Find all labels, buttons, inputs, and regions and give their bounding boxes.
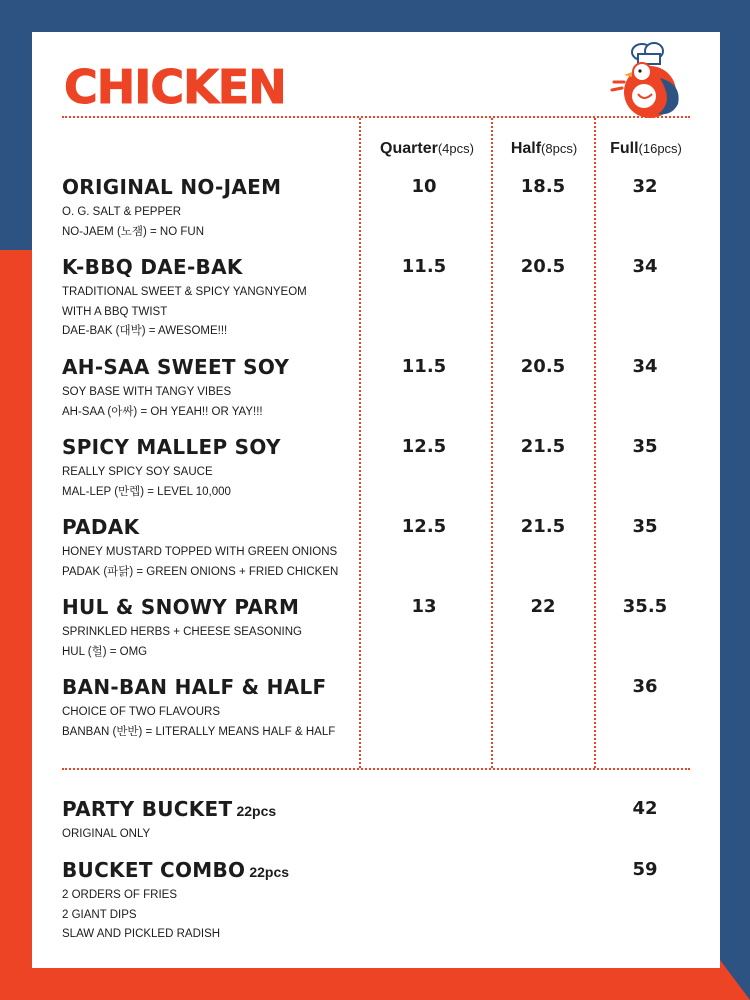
price-full: 35 xyxy=(632,436,658,457)
description-line: SOY BASE WITH TANGY VIBES xyxy=(62,386,232,398)
description-line: SPRINKLED HERBS + CHEESE SEASONING xyxy=(62,626,302,638)
price-quarter: 13 xyxy=(411,596,437,617)
column-divider xyxy=(594,118,596,768)
menu-item xyxy=(62,515,338,582)
price-full: 35 xyxy=(632,516,658,537)
price-half: 22 xyxy=(530,596,556,617)
item-description xyxy=(62,623,302,662)
description-line: ORIGINAL ONLY xyxy=(62,828,151,840)
description-line: DAE-BAK (대박) = AWESOME!!! xyxy=(62,325,228,337)
item-name: BAN-BAN HALF & HALF xyxy=(62,675,327,699)
column-divider xyxy=(359,118,361,768)
chef-chicken-icon xyxy=(602,38,692,120)
description-line: TRADITIONAL SWEET & SPICY YANGNYEOM xyxy=(62,286,307,298)
price-full: 32 xyxy=(632,176,658,197)
item-description xyxy=(62,283,307,342)
menu-item xyxy=(62,255,307,342)
price-half: 18.5 xyxy=(520,176,566,197)
description-line: 2 GIANT DIPS xyxy=(62,908,137,921)
column-header-half xyxy=(498,140,590,158)
menu-item xyxy=(62,675,335,742)
price-half: 20.5 xyxy=(520,356,566,377)
menu-item xyxy=(62,175,281,242)
column-header-sub: (4pcs) xyxy=(437,141,474,156)
item-name: HUL & SNOWY PARM xyxy=(62,595,300,619)
bucket-pcs: 22pcs xyxy=(249,864,290,880)
price-quarter: 11.5 xyxy=(401,356,447,377)
description-line: 2 ORDERS OF FRIES xyxy=(62,889,178,901)
item-name: K-BBQ DAE-BAK xyxy=(62,255,243,279)
item-name: AH-SAA SWEET SOY xyxy=(62,355,290,379)
price-full: 42 xyxy=(632,798,658,819)
item-description xyxy=(62,203,281,242)
column-header-full xyxy=(598,140,694,158)
price-full: 59 xyxy=(632,859,658,880)
price-full: 35.5 xyxy=(622,596,668,617)
menu-item xyxy=(62,595,302,662)
menu-title: CHICKEN xyxy=(64,60,286,114)
column-header-label: Half xyxy=(510,140,542,157)
column-header-sub: (8pcs) xyxy=(541,141,578,156)
item-name: PADAK xyxy=(62,515,140,539)
item-name xyxy=(62,797,276,821)
column-header-quarter xyxy=(368,140,486,158)
description-line: HUL (헐) = OMG xyxy=(62,645,148,658)
menu-card xyxy=(32,32,720,968)
column-divider xyxy=(491,118,493,768)
bucket-pcs: 22pcs xyxy=(236,803,277,819)
column-header-label: Full xyxy=(610,140,639,157)
item-description xyxy=(62,703,335,742)
item-description xyxy=(62,463,281,502)
price-full: 34 xyxy=(632,256,658,277)
description-line: SLAW AND PICKLED RADISH xyxy=(62,928,221,940)
bucket-divider xyxy=(62,768,690,770)
item-name: SPICY MALLEP SOY xyxy=(62,435,281,459)
item-description xyxy=(62,383,289,422)
price-half: 21.5 xyxy=(520,436,566,457)
description-line: MAL-LEP (만렙) = LEVEL 10,000 xyxy=(62,485,231,498)
item-description xyxy=(62,825,276,845)
price-full: 34 xyxy=(632,356,658,377)
description-line: O. G. SALT & PEPPER xyxy=(62,206,182,218)
price-quarter: 12.5 xyxy=(401,436,447,457)
menu-item xyxy=(62,355,289,422)
price-quarter: 12.5 xyxy=(401,516,447,537)
price-quarter: 11.5 xyxy=(401,256,447,277)
description-line: WITH A BBQ TWIST xyxy=(62,305,168,318)
item-name xyxy=(62,858,289,882)
price-full: 36 xyxy=(632,676,658,697)
column-header-sub: (16pcs) xyxy=(638,141,682,156)
price-half: 20.5 xyxy=(520,256,566,277)
description-line: BANBAN (반반) = LITERALLY MEANS HALF & HALF xyxy=(62,725,336,738)
description-line: CHOICE OF TWO FLAVOURS xyxy=(62,706,221,718)
bucket-item xyxy=(62,797,276,845)
price-quarter: 10 xyxy=(411,176,437,197)
description-line: REALLY SPICY SOY SAUCE xyxy=(62,466,213,478)
item-description xyxy=(62,886,289,945)
item-name: ORIGINAL NO-JAEM xyxy=(62,175,282,199)
price-half: 21.5 xyxy=(520,516,566,537)
bucket-name: BUCKET COMBO xyxy=(62,858,246,882)
description-line: NO-JAEM (노잼) = NO FUN xyxy=(62,225,205,238)
column-header-label: Quarter xyxy=(380,140,438,157)
menu-item xyxy=(62,435,281,502)
bucket-name: PARTY BUCKET xyxy=(62,797,233,821)
description-line: AH-SAA (아싸) = OH YEAH!! OR YAY!!! xyxy=(62,405,263,418)
item-description xyxy=(62,543,338,582)
bucket-item xyxy=(62,858,289,945)
description-line: PADAK (파닭) = GREEN ONIONS + FRIED CHICKEN xyxy=(62,565,339,578)
description-line: HONEY MUSTARD TOPPED WITH GREEN ONIONS xyxy=(62,546,338,558)
